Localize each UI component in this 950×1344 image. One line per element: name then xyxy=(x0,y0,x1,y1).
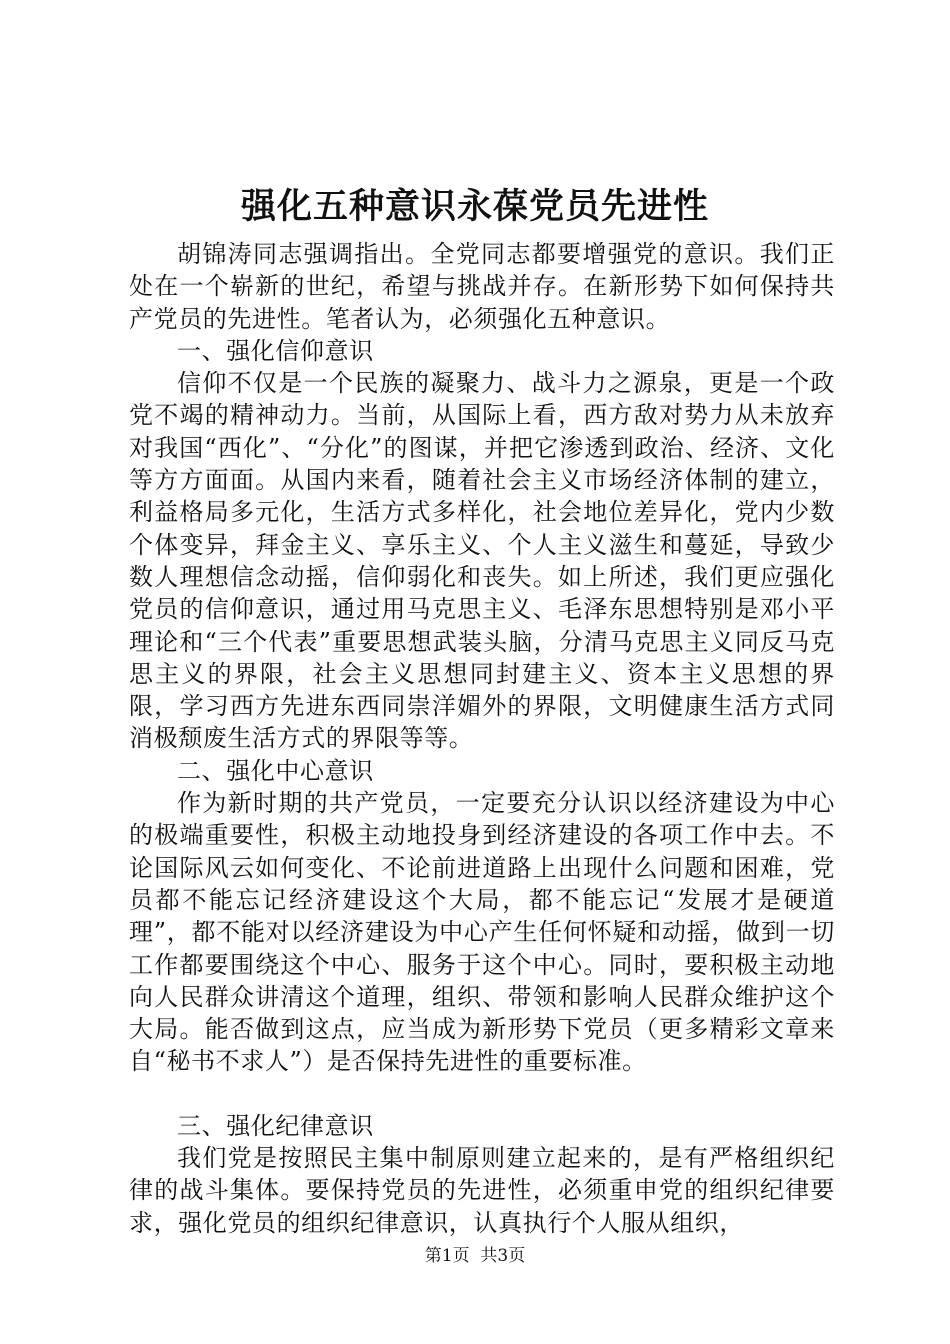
total-pages: 共3页 xyxy=(480,1246,526,1266)
document-title: 强化五种意识永葆党员先进性 xyxy=(240,186,709,227)
document-body xyxy=(129,238,835,1239)
page-footer xyxy=(0,1244,950,1268)
belief-paragraph: 信仰不仅是一个民族的凝聚力、战斗力之源泉，更是一个政党不竭的精神动力。当前，从国际上看，西方敌对势力从未放弃对我国“西化”、“分化”的图谋，并把它渗透到政治、经济、文化等方方面面。从国内来看，随着社会主义市场经济体制的建立，利益格局多元化，生活方式多样化，社会地位差异化，党内少数个体变异，拜金主义、享乐主义、个人主义滋生和蔓延，导致少数人理想信念动摇，信仰弱化和丧失。如上所述，我们更应强化党员的信仰意识，通过用马克思主义、毛泽东思想特别是邓小平理论和“三个代表”重要思想武装头脑，分清马克思主义同反马克思主义的界限，社会主义思想同封建主义、资本主义思想的界限，学习西方先进东西同崇洋媚外的界限，文明健康生活方式同消极颓废生活方式的界限等等。 xyxy=(129,369,835,753)
discipline-paragraph: 我们党是按照民主集中制原则建立起来的，是有严格组织纪律的战斗集体。要保持党员的先进性，必须重申党的组织纪律要求，强化党员的组织纪律意识，认真执行个人服从组织， xyxy=(129,1144,835,1237)
footer-spacer xyxy=(470,1246,481,1266)
center-paragraph: 作为新时期的共产党员，一定要充分认识以经济建设为中心的极端重要性，积极主动地投身到经济建设的各项工作中去。不论国际风云如何变化、不论前进道路上出现什么问题和困难，党员都不能忘记经济建设这个大局，都不能忘记“发展才是硬道理”，都不能对以经济建设为中心产生任何怀疑和动摇，做到一切工作都要围绕这个中心、服务于这个中心。同时，要积极主动地向人民群众讲清这个道理，组织、带领和影响人民群众维护这个大局。能否做到这点，应当成为新形势下党员（更多精彩文章来自“秘书不求人”）是否保持先进性的重要标准。 xyxy=(129,789,835,1076)
section-heading-center: 二、强化中心意识 xyxy=(177,756,374,785)
section-heading-belief: 一、强化信仰意识 xyxy=(177,336,374,365)
section-heading-discipline: 三、强化纪律意识 xyxy=(177,1111,374,1140)
page-number: 第1页 xyxy=(424,1246,470,1266)
intro-paragraph: 胡锦涛同志强调指出。全党同志都要增强党的意识。我们正处在一个崭新的世纪，希望与挑战并存。在新形势下如何保持共产党员的先进性。笔者认为，必须强化五种意识。 xyxy=(129,240,835,333)
paragraph-gap xyxy=(129,1078,835,1110)
